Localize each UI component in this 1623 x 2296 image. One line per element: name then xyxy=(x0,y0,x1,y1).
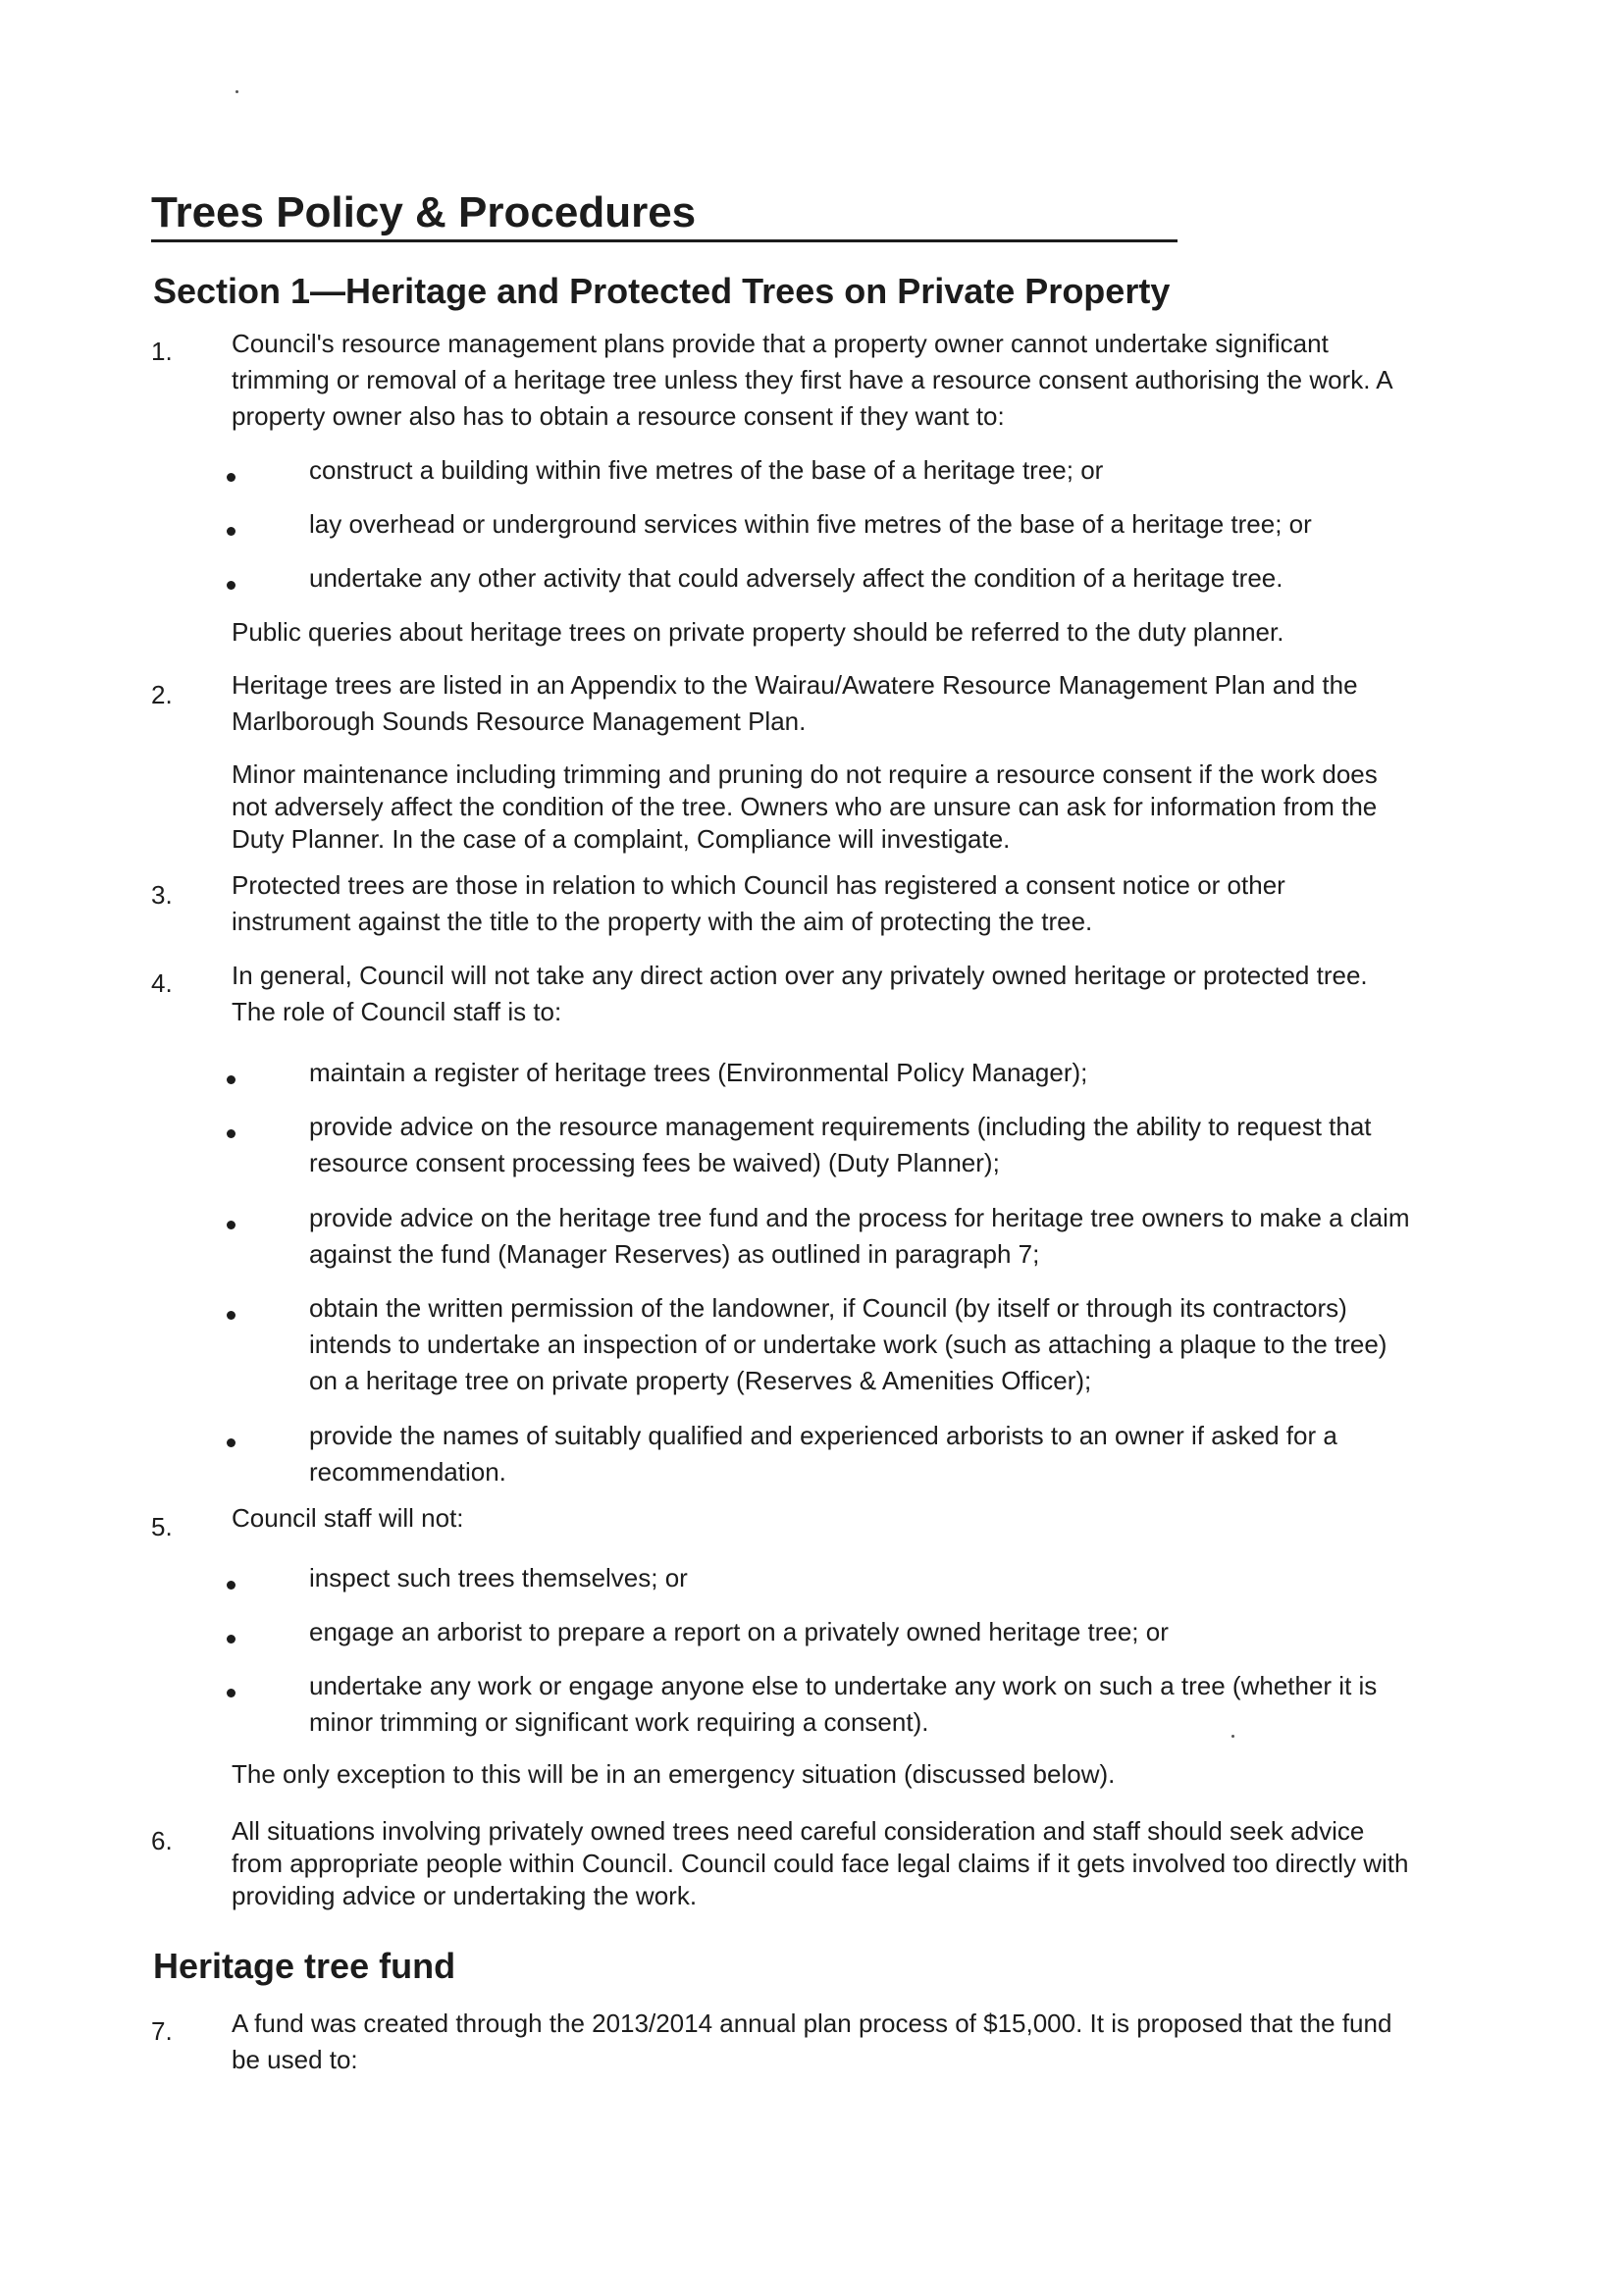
bullet-icon xyxy=(227,1581,236,1590)
bullet-icon xyxy=(227,1689,236,1697)
item-4-bullet-3: provide advice on the heritage tree fund and the process for heritage tree owners to make a claim against the fund (Manager Reserves) as outlined in paragraph 7; xyxy=(309,1203,1410,1269)
scan-speck xyxy=(236,90,238,93)
item-5-bullet-3: undertake any work or engage anyone else to undertake any work on such a tree (whether it is minor trimming or significant work requiring a consent). xyxy=(309,1671,1378,1737)
item-6-text: All situations involving privately owned trees need careful consideration and staff should seek advice from appropriate people within Council. Council could face legal claims if it gets involved too directly with providing advice or undertaking the work. xyxy=(232,1816,1409,1910)
item-5-number: 5. xyxy=(151,1512,173,1541)
item-4-bullet-4: obtain the written permission of the landowner, if Council (by itself or through its contractors) intends to undertake an inspection of or undertake work (such as attaching a plaque to the tree) on a heritage tree on private property (Reserves & Amenities Officer); xyxy=(309,1293,1387,1395)
item-4-bullet-2: provide advice on the resource management requirements (including the ability to request that resource consent processing fees be waived) (Duty Planner); xyxy=(309,1112,1372,1177)
item-7-number: 7. xyxy=(151,2016,173,2046)
bullet-icon xyxy=(227,1311,236,1320)
item-4-number: 4. xyxy=(151,968,173,998)
item-1-text: Council's resource management plans provide that a property owner cannot undertake significant trimming or removal of a heritage tree unless they first have a resource consent authorising the work. A property owner also has to obtain a resource consent if they want to: xyxy=(232,329,1392,431)
item-4-bullet-5: provide the names of suitably qualified and experienced arborists to an owner if asked for a recommendation. xyxy=(309,1421,1337,1487)
heritage-tree-fund-heading: Heritage tree fund xyxy=(153,1946,456,1986)
bullet-icon xyxy=(227,1635,236,1644)
item-5-bullet-1: inspect such trees themselves; or xyxy=(309,1563,688,1592)
item-2-text: Heritage trees are listed in an Appendix to the Wairau/Awatere Resource Management Plan and the Marlborough Sounds Resource Management Plan. xyxy=(232,670,1358,736)
scan-speck xyxy=(1231,1735,1234,1738)
item-4-bullet-1: maintain a register of heritage trees (Environmental Policy Manager); xyxy=(309,1058,1088,1087)
item-6-number: 6. xyxy=(151,1826,173,1855)
bullet-icon xyxy=(227,1075,236,1084)
item-2-follow-text: Minor maintenance including trimming and pruning do not require a resource consent if the work does not adversely affect the condition of the tree. Owners who are unsure can ask for information from the Duty Planner. In the case of a complaint, Compliance will investigate. xyxy=(232,759,1378,854)
item-1-number: 1. xyxy=(151,337,173,366)
bullet-icon xyxy=(227,1129,236,1138)
item-2-number: 2. xyxy=(151,680,173,709)
item-5-follow-text: The only exception to this will be in an emergency situation (discussed below). xyxy=(232,1759,1116,1789)
bullet-icon xyxy=(227,1221,236,1229)
item-1-follow-text: Public queries about heritage trees on private property should be referred to the duty planner. xyxy=(232,617,1284,647)
item-5-bullet-2: engage an arborist to prepare a report on a privately owned heritage tree; or xyxy=(309,1617,1169,1646)
item-7-text: A fund was created through the 2013/2014 annual plan process of $15,000. It is proposed that the fund be used to: xyxy=(232,2009,1392,2074)
item-5-text: Council staff will not: xyxy=(232,1503,464,1533)
bullet-icon xyxy=(227,473,236,482)
item-1-bullet-3: undertake any other activity that could adversely affect the condition of a heritage tree. xyxy=(309,563,1283,593)
bullet-icon xyxy=(227,1438,236,1447)
item-3-number: 3. xyxy=(151,880,173,910)
bullet-icon xyxy=(227,527,236,536)
item-4-text: In general, Council will not take any direct action over any privately owned heritage or protected tree. The role of Council staff is to: xyxy=(232,961,1368,1026)
document-title: Trees Policy & Procedures xyxy=(151,186,1178,242)
item-3-text: Protected trees are those in relation to which Council has registered a consent notice or other instrument against the title to the property with the aim of protecting the tree. xyxy=(232,870,1285,936)
section-1-heading: Section 1—Heritage and Protected Trees on Private Property xyxy=(153,271,1171,311)
item-1-bullet-1: construct a building within five metres of the base of a heritage tree; or xyxy=(309,455,1104,485)
bullet-icon xyxy=(227,581,236,590)
item-1-bullet-2: lay overhead or underground services within five metres of the base of a heritage tree; or xyxy=(309,509,1312,539)
